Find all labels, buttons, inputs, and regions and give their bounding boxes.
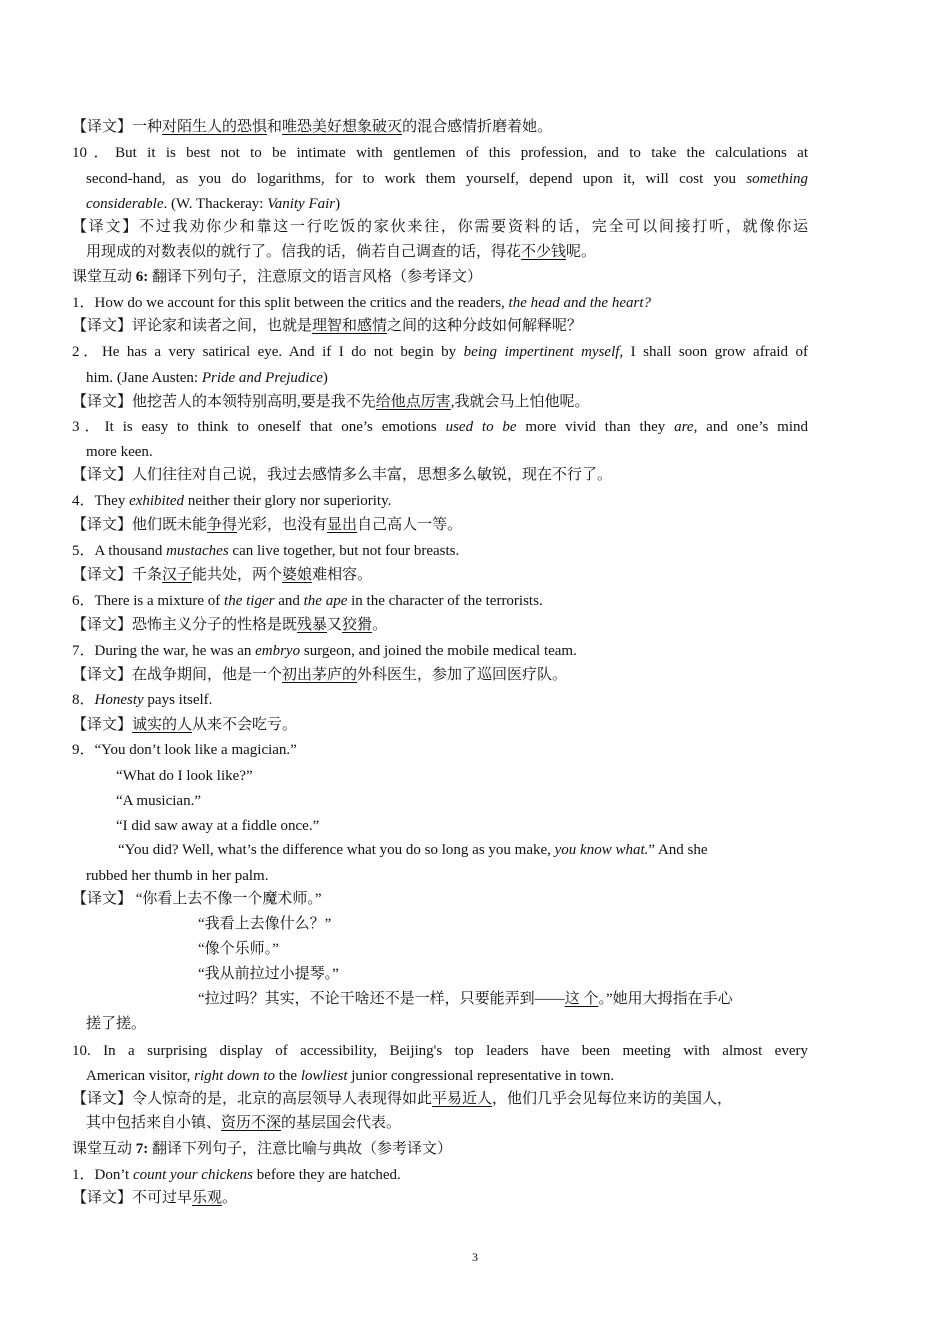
text: 【译文】恐怖主义分子的性格是既 [72, 617, 298, 633]
italic-text: embryo [255, 643, 301, 659]
text: I shall soon grow afraid of [623, 344, 808, 360]
italic-text: exhibited [129, 493, 185, 509]
text: 难相容。 [312, 567, 373, 583]
trans-1 [72, 315, 808, 337]
text: ) [335, 196, 341, 212]
trans-4 [72, 514, 808, 536]
trans-10-line-2 [86, 241, 808, 263]
text: surgeon, and joined the mobile medical team. [300, 643, 577, 659]
trans-9-line-3: “像个乐师。” [198, 941, 279, 957]
underlined-text: 争得 [207, 517, 238, 533]
text: 4．They [72, 493, 130, 509]
text: the [274, 1068, 301, 1084]
item-10-line-2 [86, 168, 808, 190]
italic-text: used to be [445, 419, 517, 435]
item-6 [72, 590, 808, 612]
item-8 [72, 689, 808, 711]
trans-9-line-5 [198, 988, 808, 1010]
text: before they are hatched. [252, 1167, 401, 1183]
underlined-text: 汉子 [162, 567, 193, 583]
item-9-line-4: “I did saw away at a fiddle once.” [116, 818, 320, 834]
text: 【译文】不可过早 [72, 1190, 193, 1206]
text: 之间的这种分歧如何解释呢？ [387, 318, 583, 334]
item-2-line-2 [86, 367, 808, 389]
section-heading-7 [72, 1138, 808, 1160]
text: 能共处，两个 [192, 567, 283, 583]
underlined-text: 这 个 [564, 991, 599, 1007]
italic-text: lowliest [300, 1068, 348, 1084]
item-7 [72, 640, 808, 662]
underlined-text: 唯恐美好想象破灭 [282, 119, 403, 135]
italic-text: right down to [194, 1068, 275, 1084]
trans-5 [72, 564, 808, 586]
text: 翻译下列句子，注意比喻与典故（参考译文） [148, 1141, 453, 1157]
trans-9-line-1: 【译文】 “你看上去不像一个魔术师。” [72, 891, 322, 907]
text: 6．There is a mixture of [72, 593, 225, 609]
text: “You did? Well, what’s the difference what you do so long as you make, [118, 842, 555, 858]
text: 课堂互动 [72, 269, 136, 285]
text: 7．During the war, he was an [72, 643, 256, 659]
page-number: 3 [472, 1250, 478, 1264]
text: ，他们几乎会见每位来访的美国人， [492, 1091, 733, 1107]
text: . (W. Thackeray: [163, 196, 268, 212]
text: 的基层国会代表。 [281, 1115, 402, 1131]
text: 其中包括来自小镇、 [86, 1115, 222, 1131]
underlined-text: 初出茅庐的 [282, 667, 358, 683]
underlined-text: 给他点厉害 [375, 394, 451, 410]
italic-text: considerable [86, 196, 164, 212]
text: 5．A thousand [72, 543, 167, 559]
text: 【译文】评论家和读者之间，也就是 [72, 318, 313, 334]
item-1 [72, 292, 808, 314]
italic-text: the head and the heart? [508, 295, 652, 311]
underlined-text: 资历不深 [221, 1115, 282, 1131]
text: junior congressional representative in town. [347, 1068, 615, 1084]
trans-prev [72, 116, 808, 138]
italic-text: are [674, 419, 694, 435]
item-10b-line-2 [86, 1065, 808, 1087]
section-heading-6 [72, 266, 808, 288]
text: ,我就会马上怕他呢。 [450, 394, 590, 410]
italic-text: the tiger [224, 593, 275, 609]
item-9-line-5 [118, 839, 808, 861]
underlined-text: 不少钱 [521, 244, 567, 260]
trans-9-line-6: 搓了搓。 [86, 1016, 147, 1032]
text: 的混合感情折磨着她。 [402, 119, 553, 135]
underlined-text: 对陌生人的恐惧 [162, 119, 268, 135]
item-7-1 [72, 1164, 808, 1186]
trans-3: 【译文】人们往往对自己说，我过去感情多么丰富，思想多么敏锐，现在不行了。 [72, 467, 613, 483]
text: 3．It is easy to think to oneself that one’s emotions [72, 419, 446, 435]
item-9-line-6: rubbed her thumb in her palm. [86, 868, 269, 884]
item-9-line-3: “A musician.” [116, 793, 201, 809]
item-5 [72, 540, 808, 562]
text: 和 [267, 119, 283, 135]
text: 【译文】在战争期间，他是一个 [72, 667, 283, 683]
item-3-line-1 [72, 416, 808, 438]
text: and [274, 593, 304, 609]
text: 2．He has a very satirical eye. And if I do not begin by [72, 344, 464, 360]
text: can live together, but not four breasts. [228, 543, 460, 559]
underlined-text: 狡猾 [342, 617, 373, 633]
trans-10b-line-2 [86, 1112, 808, 1134]
underlined-text: 婆娘 [282, 567, 313, 583]
text: 又 [327, 617, 343, 633]
text: 翻译下列句子，注意原文的语言风格（参考译文） [148, 269, 483, 285]
text: “拉过吗？其实，不论干啥还不是一样，只要能弄到—— [198, 991, 565, 1007]
trans-9-line-2: “我看上去像什么？” [198, 916, 332, 932]
item-9-line-1: 9．“You don’t look like a magician.” [72, 742, 297, 758]
item-10b-line-1: 10. In a surprising display of accessibility, Beijing's top leaders have been meeting with almost every [72, 1043, 808, 1059]
text: 课堂互动 [72, 1141, 136, 1157]
text: neither their glory nor superiority. [184, 493, 392, 509]
text: 【译文】 [72, 717, 133, 733]
text: pays itself. [143, 692, 213, 708]
underlined-text: 残暴 [297, 617, 328, 633]
italic-text: Vanity Fair [267, 196, 336, 212]
text: 1．Don’t [72, 1167, 133, 1183]
item-3-line-2: more keen. [86, 444, 153, 460]
text: more vivid than they [516, 419, 675, 435]
text: 光彩，也没有 [237, 517, 328, 533]
trans-6 [72, 614, 808, 636]
item-2-line-1 [72, 341, 808, 363]
italic-text: mustaches [166, 543, 229, 559]
trans-7-1 [72, 1187, 808, 1209]
text: 用现成的对数表似的就行了。信我的话，倘若自己调查的话，得花 [86, 244, 522, 260]
text: second-hand, as you do logarithms, for to work them yourself, depend upon it, will cost you [86, 171, 747, 187]
bold-text: 7: [135, 1141, 149, 1157]
text: 1．How do we account for this split between the critics and the readers, [72, 295, 509, 311]
italic-text: the ape [303, 593, 348, 609]
text: 【译文】他们既未能 [72, 517, 208, 533]
text: 【译文】令人惊奇的是，北京的高层领导人表现得如此 [72, 1091, 433, 1107]
item-10-line-3 [86, 193, 808, 215]
text: 自己高人一等。 [357, 517, 463, 533]
text: 。 [222, 1190, 238, 1206]
underlined-text: 乐观 [192, 1190, 223, 1206]
text: 【译文】千条 [72, 567, 163, 583]
italic-text: Pride and Prejudice [201, 370, 323, 386]
text: 从来不会吃亏。 [192, 717, 298, 733]
text: , and one’s mind [693, 419, 809, 435]
text: ” And she [648, 842, 708, 858]
trans-10-line-1: 【译文】不过我劝你少和靠这一行吃饭的家伙来往，你需要资料的话，完全可以间接打听，就像你运 [72, 219, 808, 235]
text: 。”她用大拇指在手心 [598, 991, 733, 1007]
text: him. (Jane Austen: [86, 370, 202, 386]
item-10-line-1: 10．But it is best not to be intimate with gentlemen of this profession, and to take the calculations at [72, 145, 808, 161]
underlined-text: 诚实的人 [132, 717, 193, 733]
trans-9-line-4: “我从前拉过小提琴。” [198, 966, 339, 982]
text: 。 [372, 617, 388, 633]
bold-text: 6: [135, 269, 149, 285]
text: 8． [72, 692, 95, 708]
trans-2 [72, 391, 808, 413]
text: American visitor, [86, 1068, 195, 1084]
italic-text: being impertinent myself, [463, 344, 624, 360]
italic-text: you know what. [554, 842, 649, 858]
text: 外科医生，参加了巡回医疗队。 [357, 667, 568, 683]
text: ) [322, 370, 328, 386]
trans-7 [72, 664, 808, 686]
italic-text: something [746, 171, 808, 187]
text: 【译文】他挖苦人的本领特别高明,要是我不先 [72, 394, 376, 410]
trans-10b-line-1 [72, 1088, 808, 1110]
underlined-text: 显出 [327, 517, 358, 533]
text: 呢。 [566, 244, 597, 260]
item-9-line-2: “What do I look like?” [116, 768, 253, 784]
underlined-text: 平易近人 [432, 1091, 493, 1107]
underlined-text: 理智和感情 [312, 318, 388, 334]
item-4 [72, 490, 808, 512]
italic-text: count your chickens [132, 1167, 253, 1183]
trans-8 [72, 714, 808, 736]
text: in the character of the terrorists. [347, 593, 543, 609]
text: 【译文】一种 [72, 119, 163, 135]
italic-text: Honesty [94, 692, 144, 708]
